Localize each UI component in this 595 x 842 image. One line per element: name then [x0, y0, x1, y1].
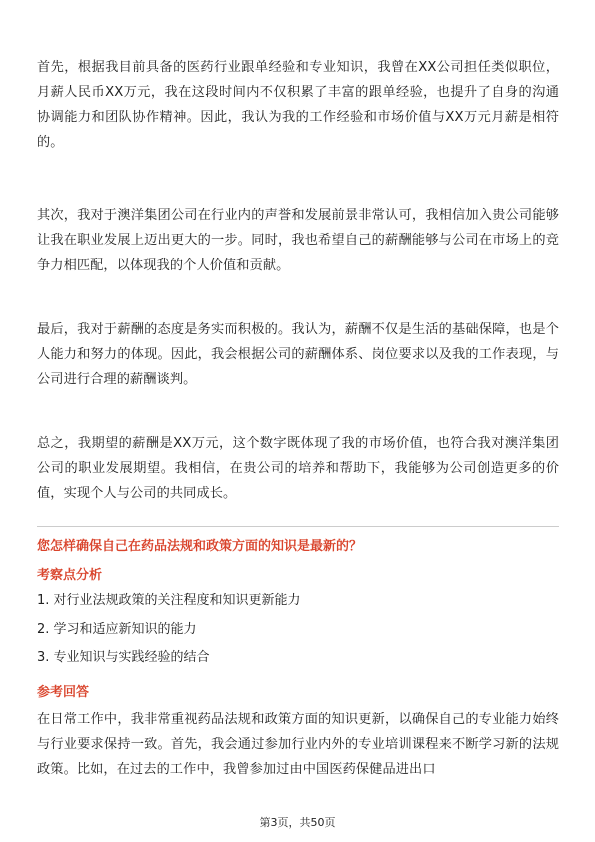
page-number-footer: 第3页，共50页	[259, 816, 336, 829]
analysis-heading: 考察点分析	[37, 568, 103, 583]
answer-heading: 参考回答	[37, 685, 90, 700]
analysis-point: 1. 对行业法规政策的关注程度和知识更新能力	[37, 593, 301, 608]
paragraph-first: 首先，根据我目前具备的医药行业跟单经验和专业知识，我曾在XX公司担任类似职位，月薪人民币XX万元，我在这段时间内不仅积累了丰富的跟单经验，也提升了自身的沟通协调能力和团队协作精神。因此，我认为我的工作经验和市场价值与XX万元月薪是相符的。	[37, 60, 559, 150]
paragraph-second: 其次，我对于澳洋集团公司在行业内的声誉和发展前景非常认可，我相信加入贵公司能够让我在职业发展上迈出更大的一步。同时，我也希望自己的薪酬能够与公司在市场上的竞争力相匹配，以体现我的个人价值和贡献。	[37, 208, 559, 273]
paragraph-conclusion: 总之，我期望的薪酬是XX万元，这个数字既体现了我的市场价值，也符合我对澳洋集团公司的职业发展期望。我相信，在贵公司的培养和帮助下，我能够为公司创造更多的价值，实现个人与公司的共同成长。	[37, 436, 559, 501]
analysis-point-list	[37, 591, 559, 677]
paragraph-third: 最后，我对于薪酬的态度是务实而积极的。我认为，薪酬不仅是生活的基础保障，也是个人能力和努力的体现。因此，我会根据公司的薪酬体系、岗位要求以及我的工作表现，与公司进行合理的薪酬谈判。	[37, 322, 559, 387]
section-divider	[37, 526, 559, 527]
analysis-point: 2. 学习和适应新知识的能力	[37, 621, 197, 637]
analysis-point: 3. 专业知识与实践经验的结合	[37, 650, 210, 665]
answer-paragraph: 在日常工作中，我非常重视药品法规和政策方面的知识更新，以确保自己的专业能力始终与行业要求保持一致。首先，我会通过参加行业内外的专业培训课程来不断学习新的法规政策。比如，在过去的工作中，我曾参加过由中国医药保健品进出口	[37, 712, 559, 777]
interview-question: 您怎样确保自己在药品法规和政策方面的知识是最新的？	[37, 539, 363, 554]
